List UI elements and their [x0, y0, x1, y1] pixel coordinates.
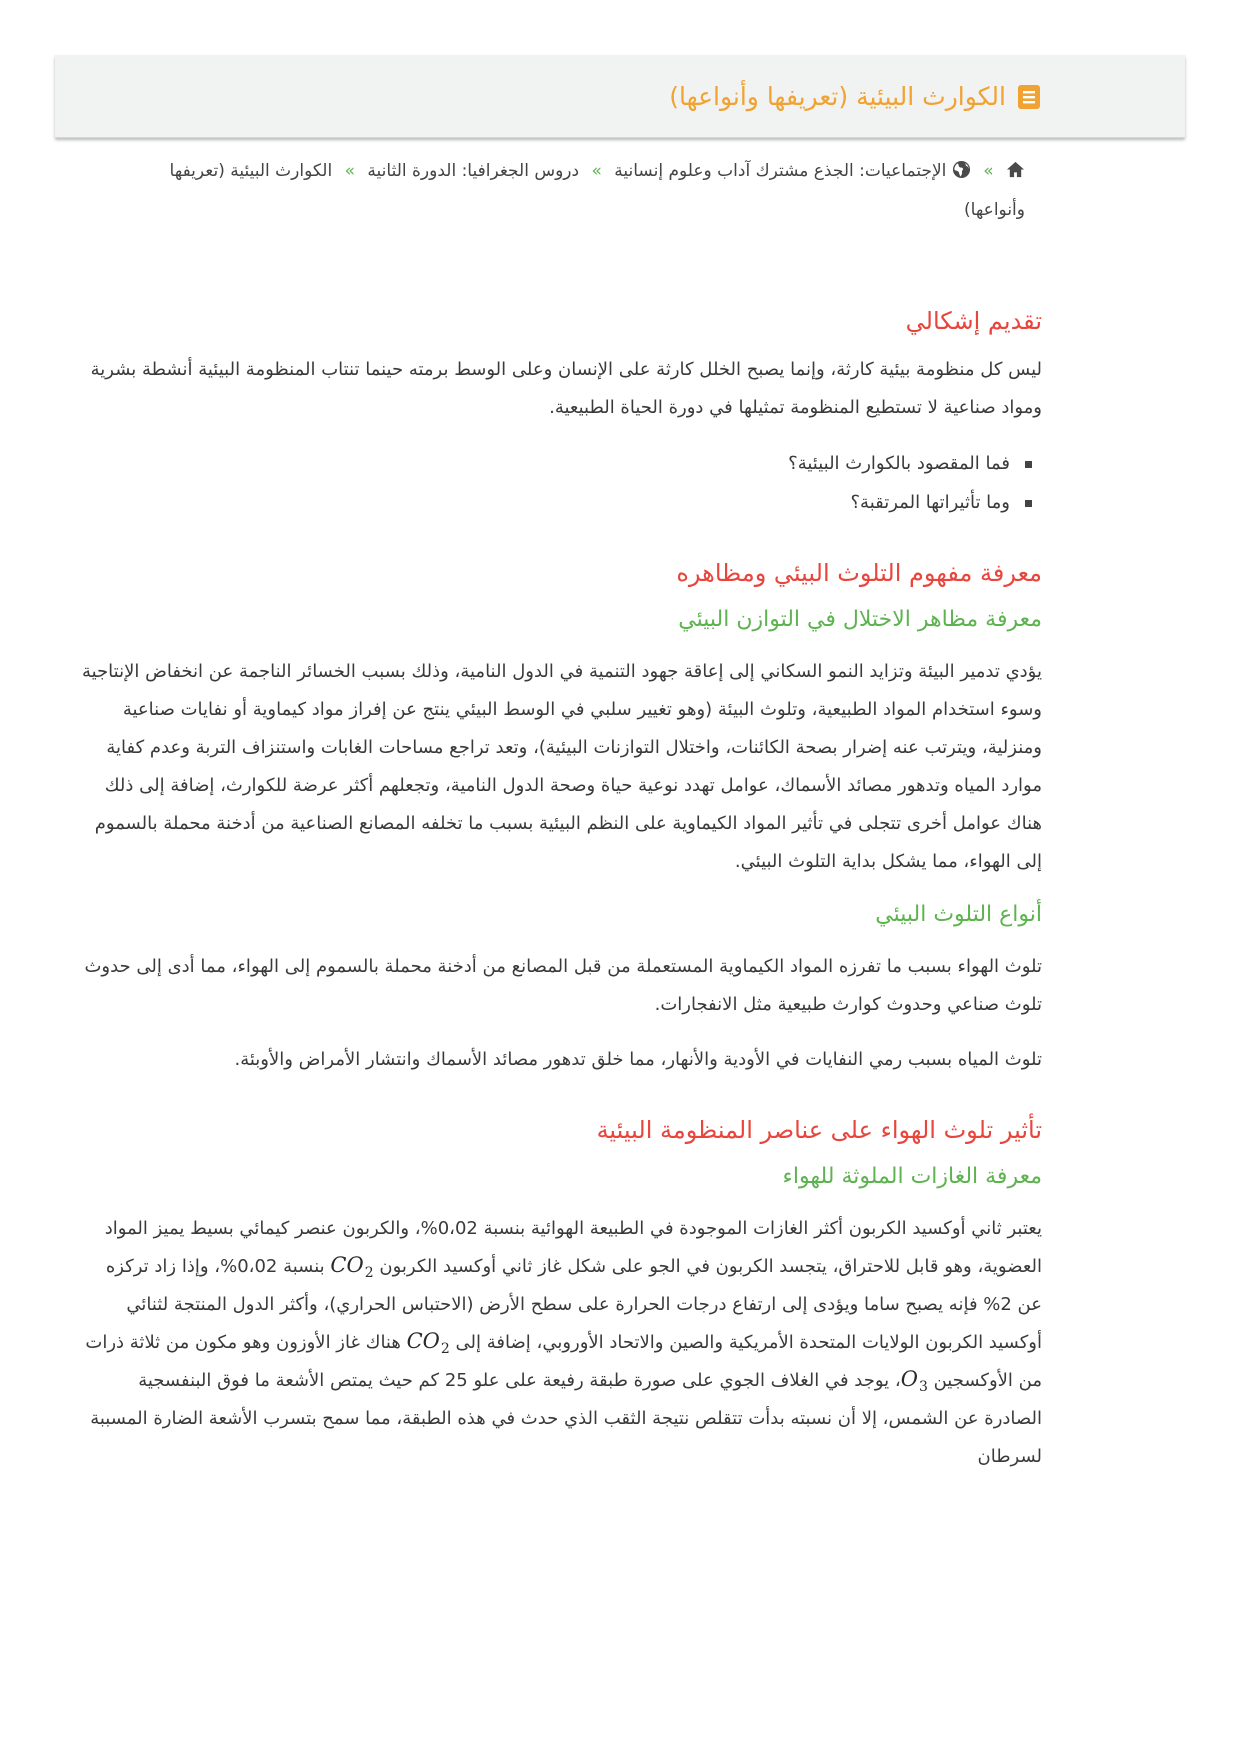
paragraph-text: ، يوجد في الغلاف الجوي على صورة طبقة رفيعة على علو 25 كم حيث يمتص الأشعة ما فوق البنفسجية الصادرة عن الشمس، إلا أن نسبته بدأت تتقلص نتيجة الثقب الذي حدث في هذه الطبقة، مما سمح بتسرب الأشعة الضارة المسببة لسرطان [90, 1370, 1042, 1467]
air-pollution-paragraph: تلوث الهواء بسبب ما تفرزه المواد الكيماوية المستعملة من قبل المصانع من أدخنة محملة بالسموم إلى الهواء، مما أدى إلى حدوث تلوث صناعي وحدوث كوارث طبيعية مثل الانفجارات. [84, 956, 1042, 1015]
breadcrumb [108, 152, 1025, 230]
page-title [669, 55, 1040, 138]
breadcrumb-separator: » [983, 161, 994, 181]
list-item: فما المقصود بالكوارث البيئية؟ [80, 444, 1010, 483]
section-heading-intro: تقديم إشكالي [905, 307, 1042, 335]
formula-co2 [406, 1329, 450, 1357]
subsection-heading-imbalance: معرفة مظاهر الاختلال في التوازن البيئي [678, 607, 1042, 632]
breadcrumb-separator: » [591, 161, 602, 181]
formula-base: CO [406, 1329, 440, 1353]
formula-subscript: 2 [440, 1341, 450, 1357]
article-body [80, 303, 1042, 1493]
paragraph-text: يعتبر ثاني أوكسيد الكربون أكثر الغازات الموجودة في الطبيعة الهوائية بنسبة 0،02%، والكربون عنصر كيمائي بسيط يميز المواد العضوية، وهو قابل للاحتراق، يتجسد الكربون في الجو على شكل غاز ثاني أوكسيد الكربون [104, 1218, 1042, 1277]
intro-paragraph: ليس كل منظومة بيئية كارثة، وإنما يصبح الخلل كارثة على الإنسان وعلى الوسط برمته حينما تنتاب المنظومة البيئية أنشطة بشرية ومواد صناعية لا تستطيع المنظومة تمثيلها في دورة الحياة الطبيعية. [90, 359, 1042, 418]
home-icon [1006, 160, 1025, 179]
globe-icon [952, 160, 971, 179]
breadcrumb-item-current: الكوارث البيئية (تعريفها وأنواعها) [169, 161, 1025, 220]
breadcrumb-item-geography-lessons[interactable]: دروس الجغرافيا: الدورة الثانية [367, 161, 580, 181]
polluting-gases-paragraph [80, 1210, 1042, 1476]
document-list-icon [1018, 85, 1040, 109]
page-title-text: الكوارث البيئية (تعريفها وأنواعها) [669, 82, 1006, 111]
section-pollution-concept [80, 555, 1042, 1079]
paragraph-text: هناك غاز الأوزون وهو مكون من ثلاثة ذرات من الأوكسجين [85, 1332, 1042, 1391]
formula-base: O [900, 1367, 918, 1391]
section-intro [80, 303, 1042, 522]
imbalance-paragraph: يؤدي تدمير البيئة وتزايد النمو السكاني إلى إعاقة جهود التنمية في الدول النامية، وذلك بسبب الخسائر الناجمة عن انخفاض الإنتاجية وسوء استخدام المواد الطبيعية، وتلوث البيئة (وهو تغيير سلبي في الوسط البيئي ينتج عن إفراز مواد كيماوية أو نفايات صناعية ومنزلية، ويترتب عنه إضرار بصحة الكائنات، واختلال التوازنات البيئية)، وتعد تراجع مساحات الغابات واستنزاف التربة وعدم كفاية موارد المياه وتدهور مصائد الأسماك، عوامل تهدد نوعية حياة وصحة الدول النامية، وتجعلهم أكثر عرضة للكوارث، إضافة إلى ذلك هناك عوامل أخرى تتجلى في تأثير المواد الكيماوية على النظم البيئية بسبب ما تخلفه المصانع الصناعية من أدخنة محملة بالسموم إلى الهواء، مما يشكل بداية التلوث البيئي. [81, 661, 1042, 872]
list-item: وما تأثيراتها المرتقبة؟ [80, 483, 1010, 522]
formula-o3 [900, 1367, 928, 1395]
section-heading-air-impact: تأثير تلوث الهواء على عناصر المنظومة البيئية [596, 1116, 1042, 1144]
breadcrumb-separator: » [344, 161, 356, 181]
subsection-heading-polluting-gases: معرفة الغازات الملوثة للهواء [782, 1164, 1042, 1189]
formula-co2 [330, 1253, 374, 1281]
subsection-heading-pollution-types: أنواع التلوث البيئي [875, 902, 1042, 927]
formula-base: CO [330, 1253, 364, 1277]
formula-subscript: 2 [364, 1265, 374, 1281]
page-header [55, 55, 1185, 138]
water-pollution-paragraph: تلوث المياه بسبب رمي النفايات في الأودية والأنهار، مما خلق تدهور مصائد الأسماك وانتشار الأمراض والأوبئة. [234, 1049, 1042, 1070]
section-air-impact [80, 1112, 1042, 1476]
breadcrumb-home-link[interactable] [1006, 161, 1025, 181]
paragraph-text: بنسبة 0،02%، وإذا زاد تركزه عن 2% فإنه يصبح ساما ويؤدى إلى ارتفاع درجات الحرارة على سطح الأرض (الاحتباس الحراري)، وأكثر الدول المنتجة لثنائي أوكسيد الكربون الولايات المتحدة الأمريكية والصين والاتحاد الأوروبي، إضافة إلى [105, 1256, 1042, 1353]
formula-subscript: 3 [918, 1379, 928, 1395]
intro-questions-list [80, 444, 1042, 522]
section-heading-pollution-concept: معرفة مفهوم التلوث البيئي ومظاهره [676, 559, 1042, 587]
breadcrumb-item-label: الإجتماعيات: الجذع مشترك آداب وعلوم إنسانية [614, 161, 947, 181]
breadcrumb-item-social-studies[interactable] [614, 161, 971, 181]
